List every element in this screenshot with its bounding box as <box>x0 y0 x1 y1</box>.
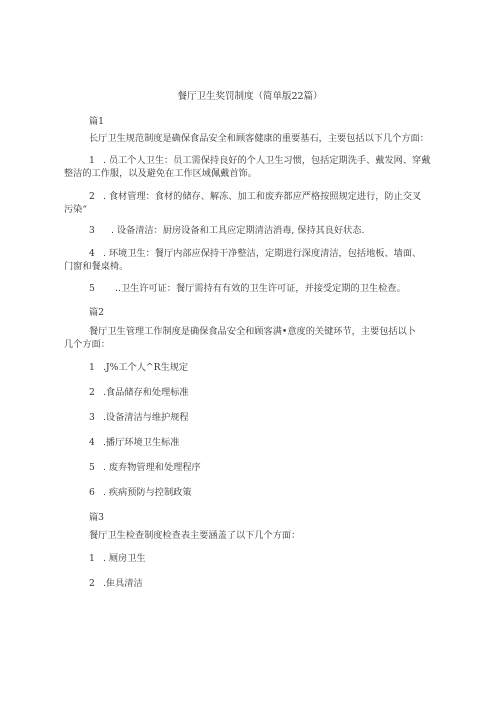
list-item <box>89 411 189 424</box>
item-text: . 废弃物管理和处理程序 <box>103 462 201 473</box>
item-number: 3 <box>89 225 95 236</box>
item-text: . 疾病预防与控制政策 <box>103 487 192 498</box>
item-text: .设备清洁与维护规程 <box>103 412 189 423</box>
section-heading-2: 篇2 <box>89 307 105 318</box>
item-number: 4 <box>89 437 95 448</box>
item-number: 2 <box>89 387 95 398</box>
list-item <box>89 282 406 295</box>
document-title: 餐厅卫生奖罚制度（简单版22篇） <box>177 91 323 102</box>
item-text: .J%工个人^R生规定 <box>103 362 189 373</box>
item-number: 1 <box>89 362 95 373</box>
item-continuation: 污染“ <box>64 204 88 215</box>
list-item <box>89 436 179 449</box>
list-item <box>89 552 146 565</box>
list-item <box>89 361 188 374</box>
section-2-intro: 餐厅卫生管理工作制度是确保食品安全和顾客满•意度的关键环节，主要包括以卜 <box>89 326 416 337</box>
item-continuation: 整洁的工作服，以及避免在工作区域佩戴首饰。 <box>64 168 257 179</box>
item-number: 1 <box>89 553 95 564</box>
item-continuation: 门窗和餐桌椅。 <box>64 261 129 272</box>
item-number: 6 <box>89 487 95 498</box>
item-text: .播厅环境卫生标准 <box>103 437 180 448</box>
section-heading-3: 篇3 <box>89 512 105 523</box>
item-text: . 环境卫生：餐厅内部应保持干净整洁，定期进行深度清洁，包括地板、墙面、 <box>103 248 422 259</box>
item-text: ..卫生许可证：餐厅需持有有效的卫生许可证，并接受定期的卫生检查。 <box>115 283 406 294</box>
item-number: 3 <box>89 412 95 423</box>
list-item <box>89 486 192 499</box>
item-text: . 食材管理：食材的储存、解冻、加工和废弃都应严格按照规定进行，防止交叉 <box>103 191 422 202</box>
item-number: 5 <box>89 462 95 473</box>
item-text: . 厕房卫生 <box>103 553 146 564</box>
list-item <box>89 247 421 260</box>
list-item <box>89 154 430 167</box>
item-text: .食品储存和处理标准 <box>103 387 189 398</box>
item-text: . 员工个人卫生：员工需保持良好的个人卫生习惯，包括定期洗手、戴发网、穿戴 <box>103 155 431 166</box>
section-3-intro: 餐厅卫生检查制度检查表主要涵盖了以下几个方面： <box>89 530 301 541</box>
item-text: .隹具清洁 <box>103 578 143 589</box>
list-item <box>89 461 201 474</box>
item-number: 1 <box>89 155 95 166</box>
item-number: 2 <box>89 578 95 589</box>
section-heading-1: 篇1 <box>89 116 105 127</box>
list-item <box>89 577 143 590</box>
item-number: 4 <box>89 248 95 259</box>
list-item <box>89 190 421 203</box>
section-1-intro: 长厅卫生规范制度是确保食品安全和顾客健康的重要基石，主要包括以下几个方面： <box>89 133 429 144</box>
item-text: . 设备清洁：厨房设备和工具应定期清洁消毒, 保持其良好状态. <box>111 225 365 236</box>
section-2-intro-continuation: 几个方面： <box>64 339 110 350</box>
list-item <box>89 386 189 399</box>
list-item <box>89 224 364 237</box>
item-number: 2 <box>89 191 95 202</box>
item-number: 5 <box>89 283 95 294</box>
